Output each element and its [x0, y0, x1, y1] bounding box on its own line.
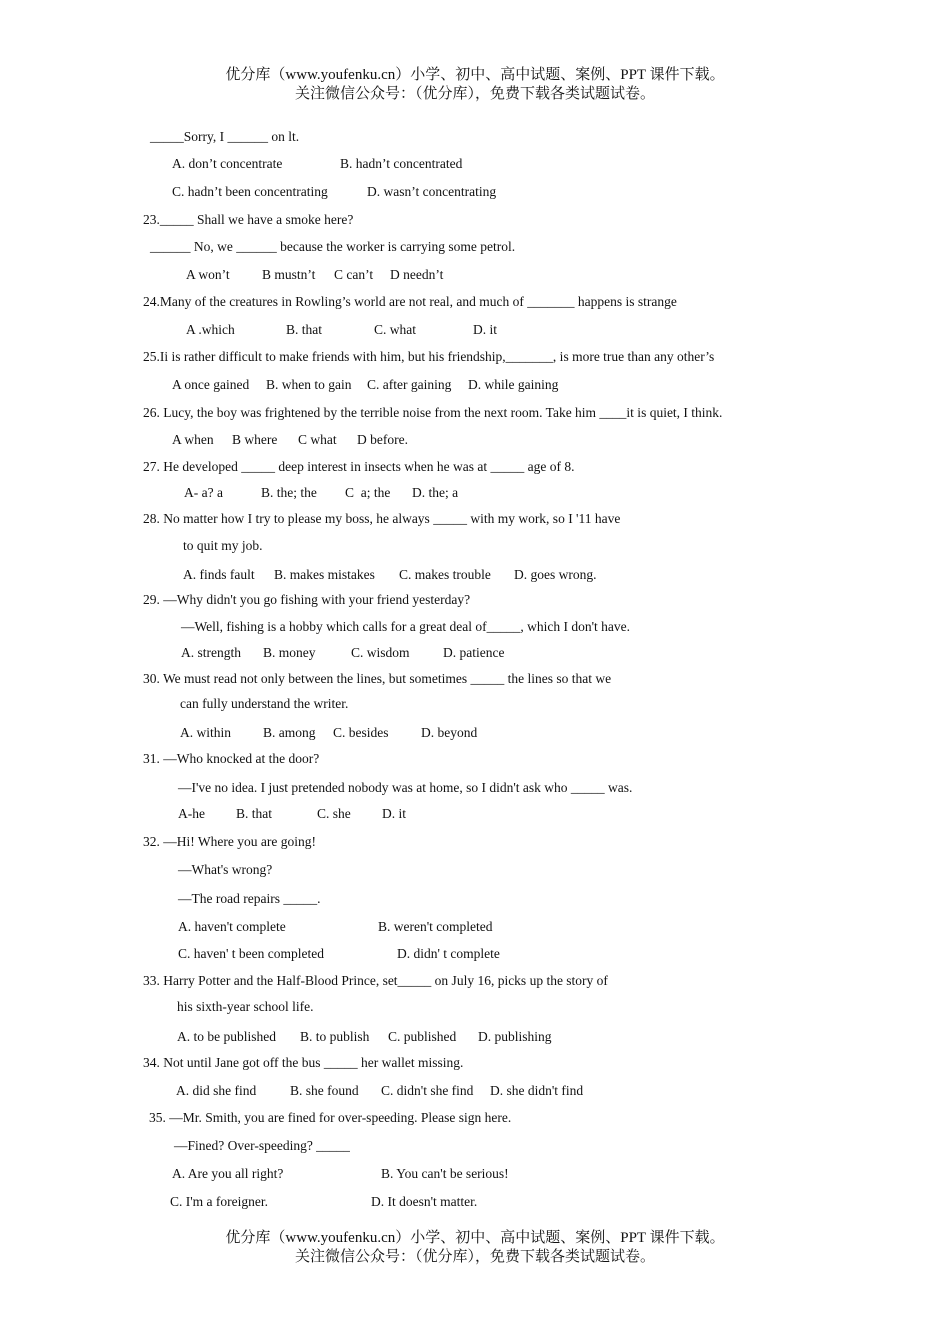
header-line-1: 优分库（www.youfenku.cn）小学、初中、高中试题、案例、PPT 课件下载。	[225, 67, 725, 83]
q35-option-b: B. You can't be serious!	[381, 1166, 509, 1181]
q30-stem: 30. We must read not only between the lines, but sometimes _____ the lines so that we	[143, 671, 612, 686]
q24-option-b: B. that	[286, 322, 322, 337]
q28-option-c: C. makes trouble	[399, 567, 491, 582]
q32-stem: 32. —Hi! Where you are going!	[143, 834, 316, 849]
q30-option-d: D. beyond	[421, 725, 478, 740]
q23-dialogue: ______ No, we ______ because the worker is carrying some petrol.	[150, 239, 516, 254]
q29-dialogue: —Well, fishing is a hobby which calls for a great deal of_____, which I don't have.	[181, 619, 630, 634]
q32-dialogue-1: —What's wrong?	[178, 862, 273, 877]
q26-stem: 26. Lucy, the boy was frightened by the terrible noise from the next room. Take him ____it is quiet, I think.	[143, 405, 723, 420]
q28-option-d: D. goes wrong.	[514, 567, 597, 582]
q31-option-d: D. it	[382, 806, 407, 821]
q33-stem: 33. Harry Potter and the Half-Blood Prince, set_____ on July 16, picks up the story of	[143, 973, 608, 988]
q34-option-b: B. she found	[290, 1083, 359, 1098]
q27-option-c: C a; the	[345, 485, 391, 500]
q23-option-d: D needn’t	[390, 267, 444, 282]
q30-option-b: B. among	[263, 725, 316, 740]
q31-option-b: B. that	[236, 806, 272, 821]
q34-option-d: D. she didn't find	[490, 1083, 584, 1098]
q27-option-d: D. the; a	[412, 485, 459, 500]
q33-option-c: C. published	[388, 1029, 457, 1044]
q31-dialogue: —I've no idea. I just pretended nobody was at home, so I didn't ask who _____ was.	[178, 780, 633, 795]
q23-option-a: A won’t	[186, 267, 230, 282]
q35-option-d: D. It doesn't matter.	[371, 1194, 478, 1209]
q25-option-a: A once gained	[172, 377, 250, 392]
q22-option-a: A. don’t concentrate	[172, 156, 283, 171]
q29-option-a: A. strength	[181, 645, 241, 660]
footer-line-1: 优分库（www.youfenku.cn）小学、初中、高中试题、案例、PPT 课件下载。	[225, 1230, 725, 1246]
q29-option-d: D. patience	[443, 645, 505, 660]
q27-stem: 27. He developed _____ deep interest in insects when he was at _____ age of 8.	[143, 459, 575, 474]
q22-option-d: D. wasn’t concentrating	[367, 184, 497, 199]
q26-option-a: A when	[172, 432, 214, 447]
q25-option-c: C. after gaining	[367, 377, 452, 392]
q30-option-a: A. within	[180, 725, 232, 740]
page-footer	[0, 1229, 950, 1267]
q31-option-a: A-he	[178, 806, 205, 821]
q32-option-b: B. weren't completed	[378, 919, 493, 934]
q28-option-b: B. makes mistakes	[274, 567, 375, 582]
q31-option-c: C. she	[317, 806, 351, 821]
q34-option-c: C. didn't she find	[381, 1083, 474, 1098]
q24-option-d: D. it	[473, 322, 498, 337]
q25-option-b: B. when to gain	[266, 377, 352, 392]
page-header	[0, 66, 950, 104]
q34-option-a: A. did she find	[176, 1083, 257, 1098]
q32-option-c: C. haven' t been completed	[178, 946, 325, 961]
header-line-2: 关注微信公众号：（优分库），免费下载各类试题试卷。	[294, 86, 655, 102]
q34-stem: 34. Not until Jane got off the bus _____ her wallet missing.	[143, 1055, 464, 1070]
q22-option-c: C. hadn’t been concentrating	[172, 184, 328, 199]
q24-option-a: A .which	[186, 322, 235, 337]
q28-stem-continued: to quit my job.	[183, 538, 263, 553]
q35-option-a: A. Are you all right?	[172, 1166, 284, 1181]
q23-option-c: C can’t	[334, 267, 374, 282]
q33-stem-continued: his sixth-year school life.	[177, 999, 314, 1014]
q26-option-c: C what	[298, 432, 337, 447]
q32-option-d: D. didn' t complete	[397, 946, 500, 961]
q33-option-a: A. to be published	[177, 1029, 276, 1044]
q26-option-b: B where	[232, 432, 278, 447]
q25-option-d: D. while gaining	[468, 377, 559, 392]
q27-option-a: A- a? a	[184, 485, 223, 500]
q33-option-d: D. publishing	[478, 1029, 552, 1044]
q31-stem: 31. —Who knocked at the door?	[143, 751, 320, 766]
q29-option-c: C. wisdom	[351, 645, 410, 660]
q35-option-c: C. I'm a foreigner.	[170, 1194, 269, 1209]
q32-dialogue-2: —The road repairs _____.	[178, 891, 321, 906]
q33-option-b: B. to publish	[300, 1029, 370, 1044]
q29-option-b: B. money	[263, 645, 316, 660]
q28-stem: 28. No matter how I try to please my boss, he always _____ with my work, so I '11 have	[143, 511, 621, 526]
q24-stem: 24.Many of the creatures in Rowling’s world are not real, and much of _______ happens is strange	[143, 294, 677, 309]
q30-option-c: C. besides	[333, 725, 389, 740]
q30-stem-continued: can fully understand the writer.	[180, 696, 349, 711]
q35-dialogue: —Fined? Over-speeding? _____	[174, 1138, 350, 1153]
q24-option-c: C. what	[374, 322, 416, 337]
q23-option-b: B mustn’t	[262, 267, 316, 282]
q29-stem: 29. —Why didn't you go fishing with your friend yesterday?	[143, 592, 471, 607]
q22-dialogue: _____Sorry, I ______ on lt.	[150, 129, 300, 144]
q35-stem: 35. —Mr. Smith, you are fined for over-speeding. Please sign here.	[149, 1110, 512, 1125]
q25-stem: 25.Ii is rather difficult to make friends with him, but his friendship,_______, is more true than any other’s	[143, 349, 715, 364]
footer-line-2: 关注微信公众号：（优分库），免费下载各类试题试卷。	[294, 1249, 655, 1265]
q22-option-b: B. hadn’t concentrated	[340, 156, 463, 171]
q32-option-a: A. haven't complete	[178, 919, 286, 934]
q23-stem: 23._____ Shall we have a smoke here?	[143, 212, 354, 227]
q26-option-d: D before.	[357, 432, 408, 447]
q28-option-a: A. finds fault	[183, 567, 255, 582]
q27-option-b: B. the; the	[261, 485, 317, 500]
